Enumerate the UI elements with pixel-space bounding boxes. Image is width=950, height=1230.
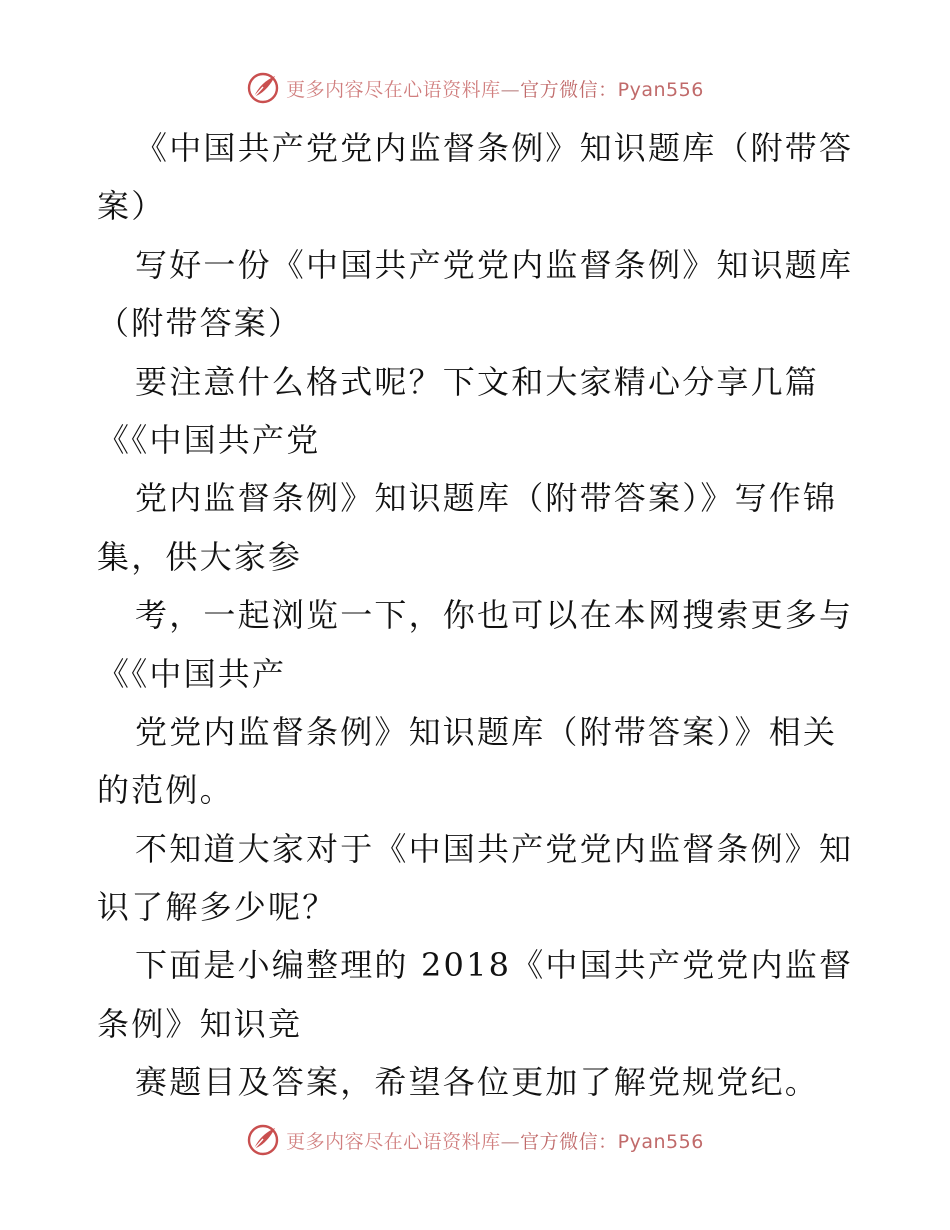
text-line: 条例》知识竞	[97, 1004, 303, 1043]
text-line: 要注意什么格式呢？下文和大家精心分享几篇	[135, 362, 820, 401]
text-line: 写好一份《中国共产党党内监督条例》知识题库	[135, 245, 854, 284]
text-line: 识了解多少呢？	[97, 888, 337, 927]
watermark-site-name: 更多内容尽在心语资料库	[286, 78, 501, 101]
text-line: 案）	[97, 187, 166, 226]
text-line: 的范例。	[97, 771, 234, 810]
feather-pen-logo-icon	[246, 1123, 280, 1157]
text-line: 《中国共产党党内监督条例》知识题库（附带答	[135, 129, 854, 167]
text-line: 党党内监督条例》知识题库（附带答案）》相关	[135, 712, 838, 751]
text-line: 党内监督条例》知识题库（附带答案）》写作锦	[135, 479, 838, 518]
watermark-text	[286, 75, 704, 102]
text-line: 考，一起浏览一下，你也可以在本网搜索更多与	[135, 596, 854, 635]
watermark-header	[0, 70, 950, 106]
feather-pen-logo-icon	[246, 71, 280, 105]
text-line: 赛题目及答案，希望各位更加了解党规党纪。	[135, 1063, 820, 1102]
text-line: 集，供大家参	[97, 537, 303, 576]
text-line: 《《中国共产党	[97, 420, 321, 459]
watermark-contact: 官方微信：Pyan556	[520, 78, 704, 101]
watermark-footer	[0, 1122, 950, 1158]
document-body	[97, 119, 857, 1112]
watermark-text	[286, 1127, 704, 1154]
text-line: 不知道大家对于《中国共产党党内监督条例》知	[135, 829, 854, 868]
watermark-separator: —	[500, 78, 521, 101]
text-line: （附带答案）	[97, 304, 303, 343]
text-line: 《《中国共产	[97, 654, 287, 693]
watermark-site-name: 更多内容尽在心语资料库	[286, 1130, 501, 1153]
text-line: 下面是小编整理的 2018《中国共产党党内监督	[135, 946, 854, 985]
watermark-separator: —	[500, 1130, 521, 1153]
watermark-contact: 官方微信：Pyan556	[520, 1130, 704, 1153]
